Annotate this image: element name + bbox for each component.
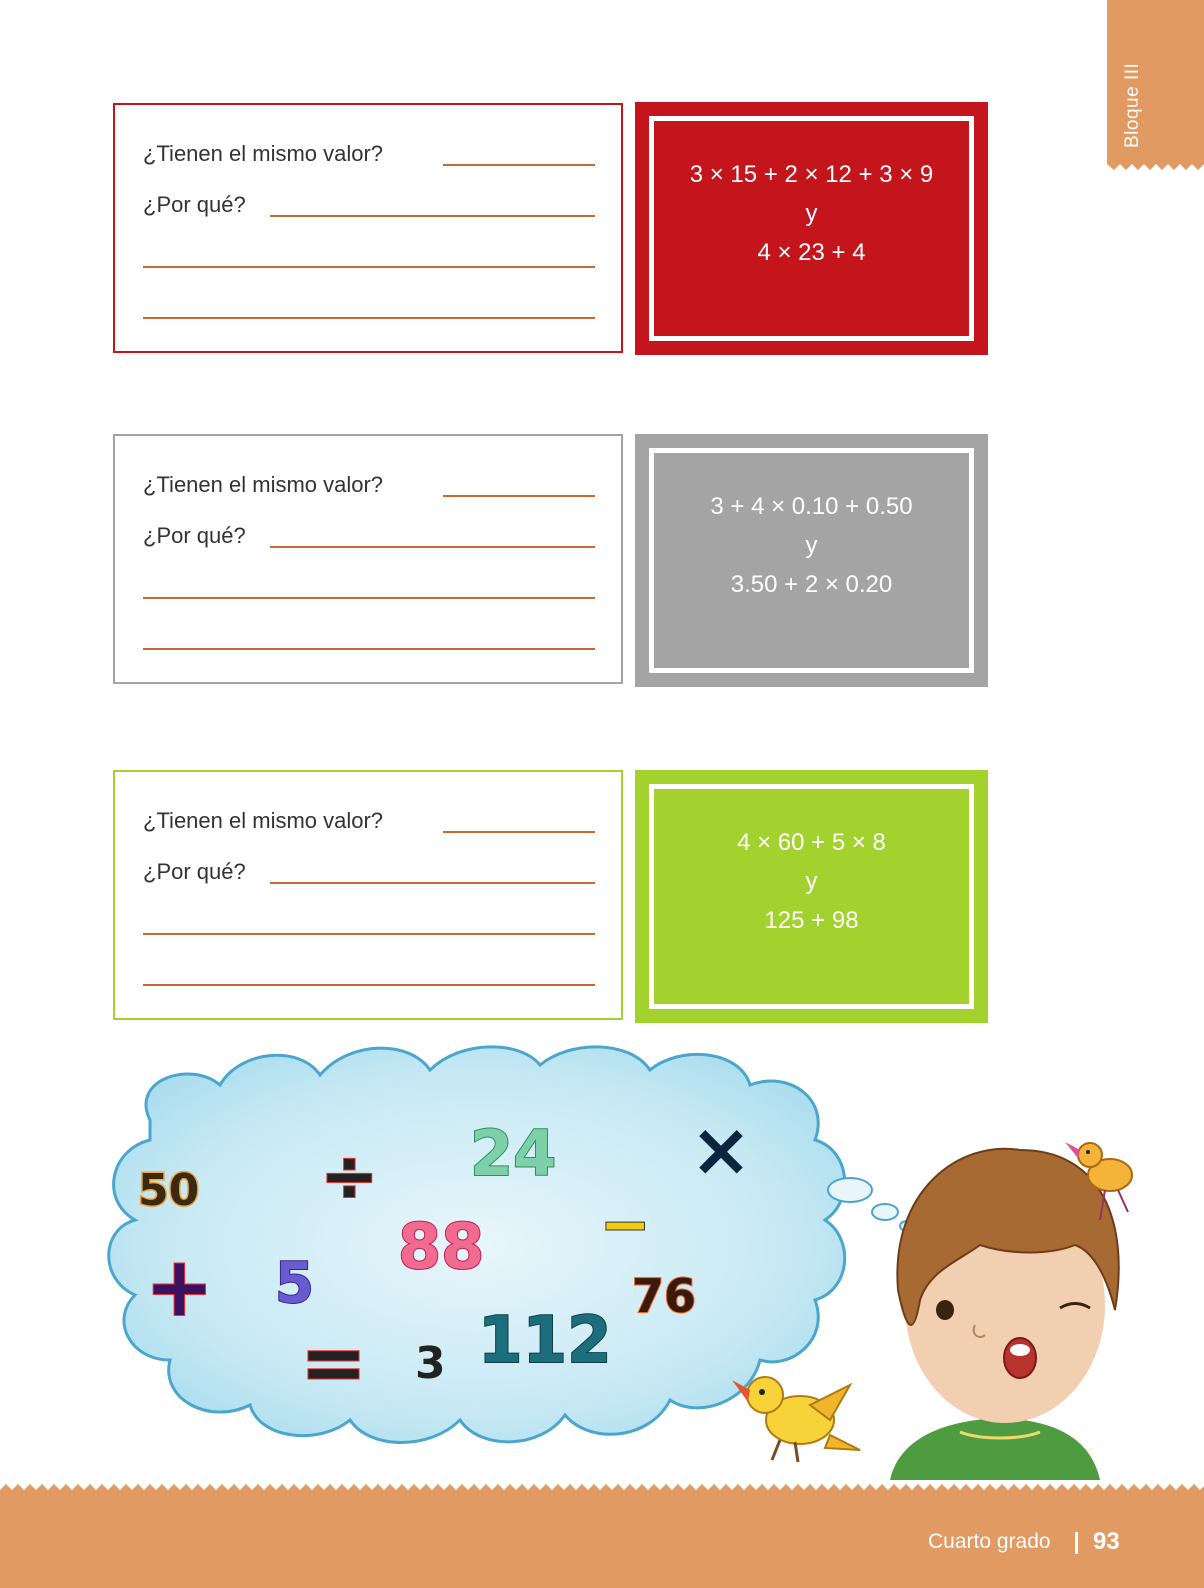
number-3: 3 bbox=[415, 1338, 446, 1389]
number-5: 5 bbox=[275, 1251, 314, 1316]
expression-b: 125 + 98 bbox=[764, 907, 859, 934]
expression-card-inner bbox=[649, 448, 974, 673]
why-question: ¿Por qué? bbox=[143, 859, 246, 884]
expression-b: 3.50 + 2 × 0.20 bbox=[730, 571, 893, 598]
expression-card-inner bbox=[649, 116, 974, 341]
answer-line[interactable] bbox=[143, 648, 595, 650]
why-question: ¿Por qué? bbox=[143, 192, 246, 217]
thought-cloud-illustration bbox=[60, 1040, 1150, 1480]
same-value-question: ¿Tienen el mismo valor? bbox=[143, 472, 384, 497]
connector: y bbox=[805, 868, 818, 895]
answer-line[interactable] bbox=[143, 984, 595, 986]
answer-line[interactable] bbox=[270, 546, 595, 548]
answer-box-1 bbox=[113, 103, 623, 353]
minus-symbol: − bbox=[600, 1190, 651, 1260]
answer-line[interactable] bbox=[443, 495, 595, 497]
answer-line[interactable] bbox=[270, 882, 595, 884]
equals-symbol: = bbox=[300, 1316, 368, 1409]
answer-box-3 bbox=[113, 770, 623, 1020]
answer-line[interactable] bbox=[143, 317, 595, 319]
thought-bubble bbox=[828, 1178, 872, 1202]
expression-a: 4 × 60 + 5 × 8 bbox=[737, 829, 886, 856]
expression-a: 3 × 15 + 2 × 12 + 3 × 9 bbox=[689, 161, 934, 188]
yellow-bird-illustration bbox=[732, 1377, 860, 1462]
times-symbol: × bbox=[690, 1107, 753, 1193]
answer-box-2 bbox=[113, 434, 623, 684]
expression-b: 4 × 23 + 4 bbox=[757, 239, 866, 266]
same-value-question: ¿Tienen el mismo valor? bbox=[143, 808, 384, 833]
expression-card-1 bbox=[635, 102, 988, 355]
block-label: Bloque III bbox=[1122, 62, 1143, 148]
answer-line[interactable] bbox=[270, 215, 595, 217]
why-question: ¿Por qué? bbox=[143, 523, 246, 548]
number-88: 88 bbox=[398, 1210, 485, 1283]
answer-line[interactable] bbox=[443, 164, 595, 166]
divide-symbol: ÷ bbox=[320, 1135, 379, 1217]
number-24: 24 bbox=[470, 1117, 557, 1190]
answer-line[interactable] bbox=[143, 266, 595, 268]
expression-card-3 bbox=[635, 770, 988, 1023]
expression-card-2 bbox=[635, 434, 988, 687]
answer-line[interactable] bbox=[143, 933, 595, 935]
answer-line[interactable] bbox=[443, 831, 595, 833]
same-value-question: ¿Tienen el mismo valor? bbox=[143, 141, 384, 166]
expression-card-inner bbox=[649, 784, 974, 1009]
page-number: 93 bbox=[1093, 1528, 1120, 1555]
number-50: 50 bbox=[138, 1165, 200, 1216]
thought-bubble bbox=[872, 1204, 898, 1220]
connector: y bbox=[805, 200, 818, 227]
connector: y bbox=[805, 532, 818, 559]
plus-symbol: + bbox=[145, 1240, 214, 1335]
number-76: 76 bbox=[632, 1269, 697, 1323]
number-112: 112 bbox=[478, 1304, 612, 1378]
answer-line[interactable] bbox=[143, 597, 595, 599]
expression-a: 3 + 4 × 0.10 + 0.50 bbox=[710, 493, 913, 520]
child-illustration bbox=[890, 1149, 1119, 1480]
side-tab-zigzag bbox=[1107, 150, 1204, 172]
footer-separator bbox=[1075, 1532, 1078, 1554]
grade-label: Cuarto grado bbox=[928, 1530, 1051, 1553]
